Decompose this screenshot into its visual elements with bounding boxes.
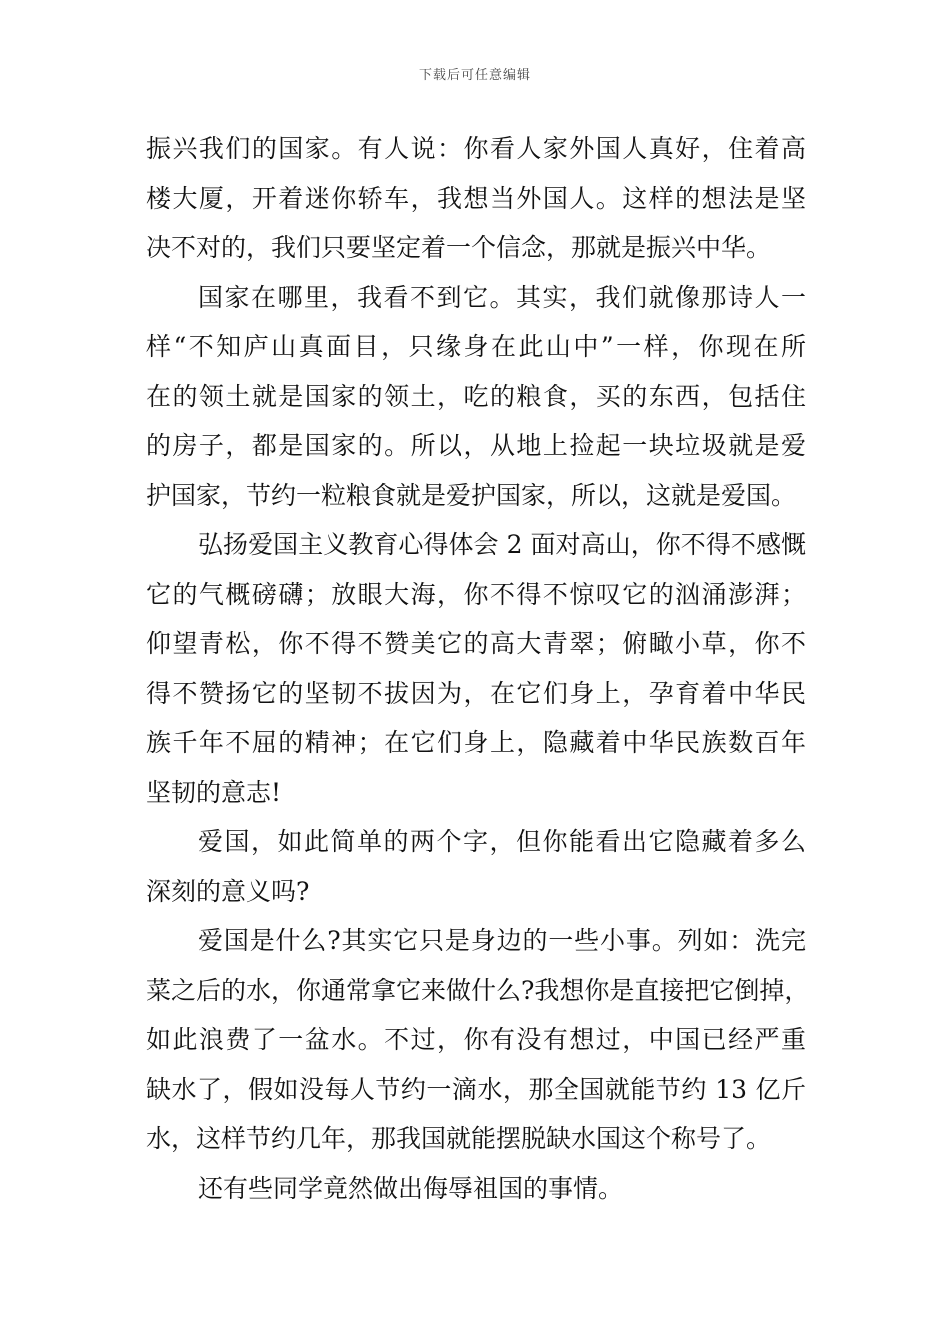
text-line: 水，这样节约几年，那我国就能摆脱缺水国这个称号了。 <box>146 1124 772 1153</box>
text-line: 菜之后的水，你通常拿它来做什么?我想你是直接把它倒掉， <box>146 975 810 1005</box>
text-line: 族千年不屈的精神；在它们身上，隐藏着中华民族数百年 <box>146 728 806 757</box>
text-line: 国家在哪里，我看不到它。其实，我们就像那诗人一 <box>198 282 806 312</box>
page-header: 下载后可任意编辑 <box>418 68 531 83</box>
text-line: 深刻的意义吗? <box>146 876 310 906</box>
text-line: 得不赞扬它的坚韧不拔因为，在它们身上，孕育着中华民 <box>146 678 806 708</box>
text-line: 样“不知庐山真面目，只缘身在此山中”一样，你现在所 <box>146 332 806 361</box>
text-line: 坚韧的意志! <box>146 777 282 807</box>
text-line: 仰望青松，你不得不赞美它的高大青翠；俯瞰小草，你不 <box>146 629 806 658</box>
text-line: 如此浪费了一盆水。不过，你有没有想过，中国已经严重 <box>146 1025 806 1054</box>
text-line: 振兴我们的国家。有人说：你看人家外国人真好，住着高 <box>146 134 806 163</box>
text-line: 还有些同学竟然做出侮辱祖国的事情。 <box>198 1173 624 1203</box>
text-line: 决不对的，我们只要坚定着一个信念，那就是振兴中华。 <box>146 233 772 262</box>
text-line: 的房子，都是国家的。所以，从地上捡起一块垃圾就是爱 <box>146 431 806 460</box>
text-line: 在的领土就是国家的领土，吃的粮食，买的东西，包括住 <box>146 381 806 411</box>
text-line: 缺水了，假如没每人节约一滴水，那全国就能节约 13 亿斤 <box>146 1074 806 1104</box>
text-line: 楼大厦，开着迷你轿车，我想当外国人。这样的想法是坚 <box>146 183 806 213</box>
text-line: 爱国是什么?其实它只是身边的一些小事。列如：洗完 <box>198 926 806 955</box>
body-text <box>146 124 810 1213</box>
text-line: 它的气概磅礴；放眼大海，你不得不惊叹它的汹涌澎湃； <box>146 579 806 609</box>
text-line: 爱国，如此简单的两个字，但你能看出它隐藏着多么 <box>198 827 806 856</box>
text-line: 弘扬爱国主义教育心得体会 2 面对高山，你不得不感慨 <box>198 530 806 559</box>
text-line: 护国家，节约一粒粮食就是爱护国家，所以，这就是爱国。 <box>146 480 797 510</box>
